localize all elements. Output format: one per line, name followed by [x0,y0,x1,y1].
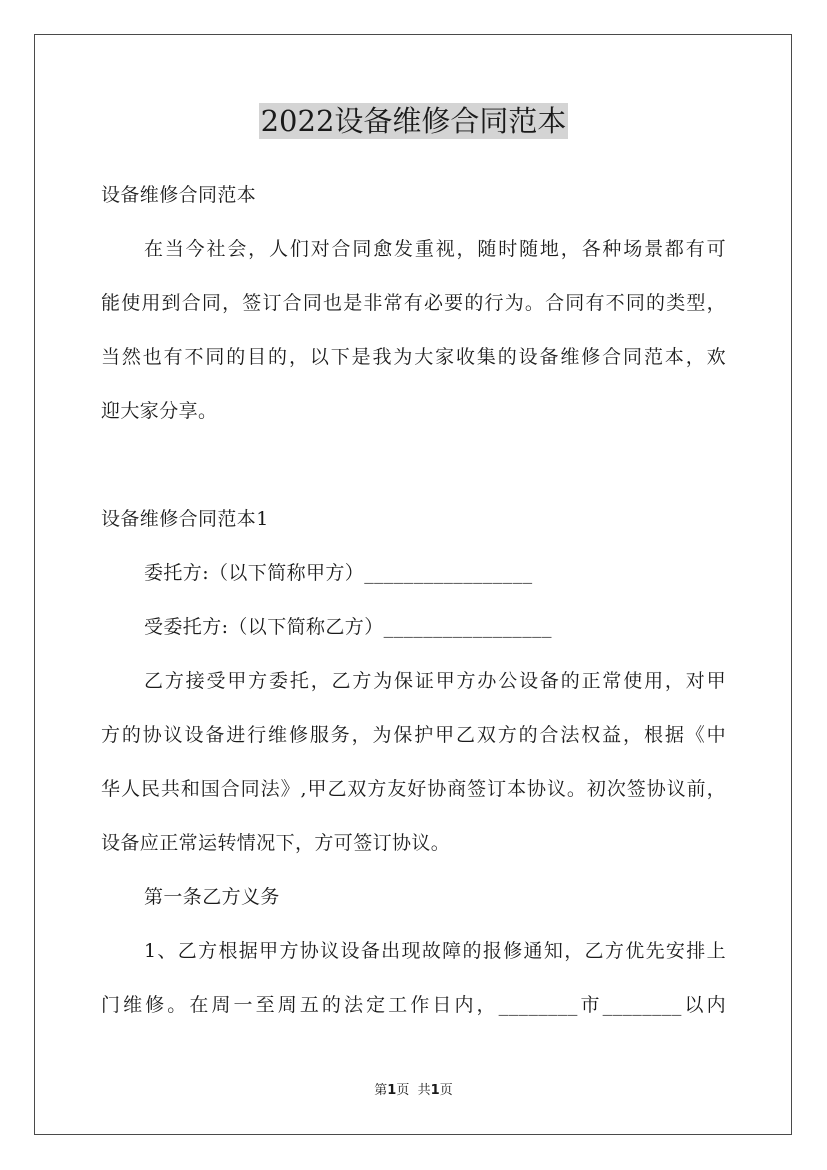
paragraph-line: 方的协议设备进行维修服务，为保护甲乙双方的合法权益，根据《中 [101,724,726,746]
paragraph-line: 设备应正常运转情况下，方可签订协议。 [101,832,451,854]
paragraph-line: 1、乙方根据甲方协议设备出现故障的报修通知，乙方优先安排上 [144,940,726,962]
paragraph-line: 迎大家分享。 [101,400,218,422]
total-suffix: 页 [439,1083,453,1098]
page-number: 1 [387,1083,397,1098]
contractor-party-line: 受委托方:（以下简称乙方）_________________ [144,616,552,638]
article-heading: 第一条乙方义务 [144,886,280,908]
section-heading: 设备维修合同范本 [101,184,257,206]
page-prefix: 第 [374,1083,388,1098]
section-heading: 设备维修合同范本1 [101,508,269,530]
paragraph-line: 乙方接受甲方委托，乙方为保证甲方办公设备的正常使用，对甲 [144,670,726,692]
paragraph-line: 华人民共和国合同法》,甲乙双方友好协商签订本协议。初次签协议前， [101,778,726,800]
document-title-text: 2022设备维修合同范本 [260,104,567,138]
client-party-line: 委托方:（以下简称甲方）_________________ [144,562,533,584]
paragraph-line: 当然也有不同的目的，以下是我为大家收集的设备维修合同范本，欢 [101,346,726,368]
total-prefix: 共 [417,1083,431,1098]
paragraph-line: 能使用到合同，签订合同也是非常有必要的行为。合同有不同的类型， [101,292,726,314]
document-title [0,101,827,141]
paragraph-line: 在当今社会，人们对合同愈发重视，随时随地，各种场景都有可 [144,238,726,260]
paragraph-line: 门维修。在周一至周五的法定工作日内，________市________以内 [101,994,726,1016]
page-suffix: 页 [396,1083,410,1098]
page-footer [0,1082,827,1100]
total-pages: 1 [430,1083,440,1098]
